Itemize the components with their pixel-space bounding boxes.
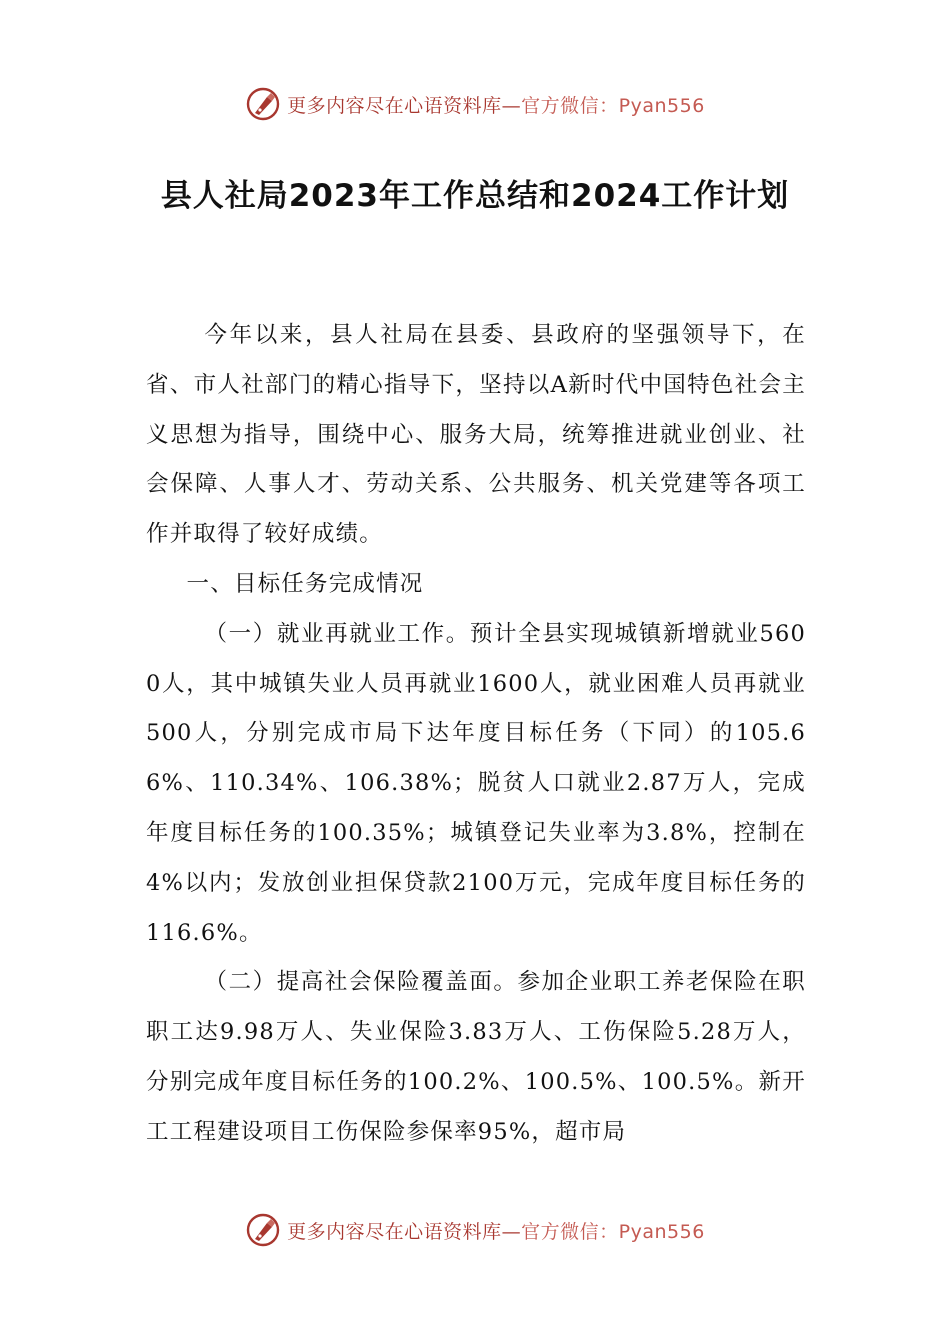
paragraph-employment: （一）就业再就业工作。预计全县实现城镇新增就业5600人，其中城镇失业人员再就业1600人，就业困难人员再就业500人，分别完成市局下达年度目标任务（下同）的105.66%、110.34%、106.38%；脱贫人口就业2.87万人，完成年度目标任务的100.35%；城镇登记失业率为3.8%，控制在4%以内；发放创业担保贷款2100万元，完成年度目标任务的116.6%。 [146,620,806,946]
document-body [146,311,806,1158]
banner-separator: — [501,1220,522,1243]
paragraph-intro: 今年以来，县人社局在县委、县政府的坚强领导下，在省、市人社部门的精心指导下，坚持以A新时代中国特色社会主义思想为指导，围绕中心、服务大局，统筹推进就业创业、社会保障、人事人才、劳动关系、公共服务、机关党建等各项工作并取得了较好成绩。 [146,322,806,548]
banner-text [287,1217,705,1244]
document-title: 县人社局2023年工作总结和2024工作计划 [160,178,790,214]
paragraph-social-insurance: （二）提高社会保险覆盖面。参加企业职工养老保险在职职工达9.98万人、失业保险3.83万人、工伤保险5.28万人，分别完成年度目标任务的100.2%、100.5%、100.5%。新开工工程建设项目工伤保险参保率95%，超市局 [146,969,806,1145]
banner-separator: — [501,94,522,117]
banner-library-text: 更多内容尽在心语资料库 [287,1220,502,1243]
section-heading: 一、目标任务完成情况 [186,570,424,597]
header-banner [0,82,950,126]
pen-nib-logo-icon [245,1212,281,1248]
pen-nib-logo-icon [245,86,281,122]
banner-text [287,91,705,118]
banner-contact: 官方微信：Pyan556 [521,1220,705,1243]
banner-library-text: 更多内容尽在心语资料库 [287,94,502,117]
footer-banner [0,1208,950,1252]
banner-contact: 官方微信：Pyan556 [521,94,705,117]
